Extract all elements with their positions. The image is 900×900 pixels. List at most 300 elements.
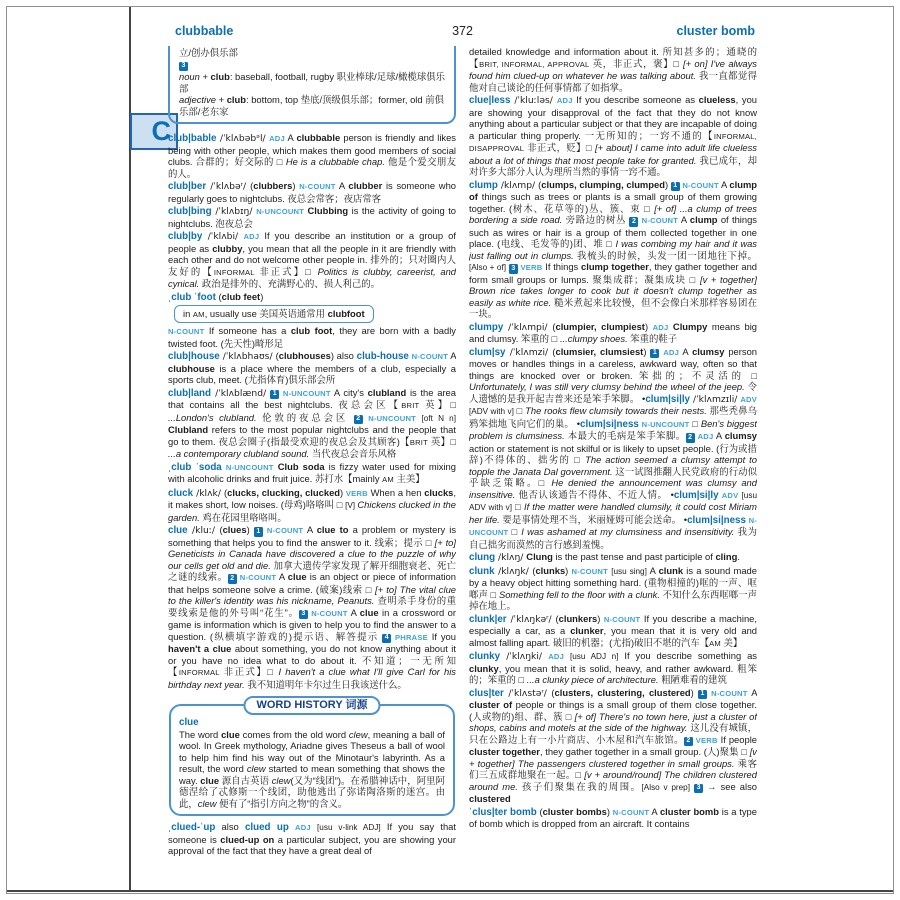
text-run: ( [215,290,222,302]
bold-text: clubber [348,180,383,191]
entry-clued-up-continuation [469,46,757,93]
grammar-note: [usu v-link ADJ] [317,823,381,832]
grammar-label: ADJ [556,96,573,105]
example-text: [v + together] Brown rice takes longer to cook but it doesn't clump together as easily as white rice. [469,273,757,308]
register-label: AM [382,475,394,484]
register-label: BRIT [409,437,428,447]
example-text: adjective [179,94,217,105]
text-run: ) [690,686,698,698]
grammar-label: N-COUNT [571,566,608,576]
grammar-note: [ADV with v] [469,407,514,416]
bold-text: clue [287,571,307,582]
text-run: 这儿没有城镇，只在公路边上有一小片商店、小木屋和汽车旅馆。 [469,722,757,745]
text-run: means big and clumsy. 笨重的 □ [469,320,757,344]
pronunciation: /ˈklʌŋkəʳ/ [506,613,556,625]
bold-text: Clubland [168,424,209,435]
text-run: 英】□ [419,399,456,410]
text-run: also [215,821,245,832]
bold-text: clue [359,606,379,618]
example-text: He denied the announcement was clumsy and insensitive. [469,477,757,500]
text-run: 我已成年，却对许多大部分人认为理所当然的事情一窍不通。 [469,154,757,177]
grammar-note: [usu sing] [611,566,647,576]
bold-text: clubland [367,386,407,398]
pronunciation: /ˈklʌmzi/ [505,346,553,358]
grammar-label: N-COUNT [311,608,348,618]
text-run: started to mean something that shows the way. [179,763,445,786]
pronunciation: /ˈklʌbəʳ/ [206,181,251,192]
sense-number: 3 [694,784,703,794]
headword: club|bable [168,133,217,144]
headword: clus|ter [469,687,504,699]
text-run: 旁路边的树丛 [562,214,630,225]
grammar-label: N-UNCOUNT [225,462,274,472]
sense-number: 2 [354,415,363,425]
text-run: If things [542,261,582,272]
pronunciation: /klʌŋ/ [495,552,527,563]
entry-club-foot [168,291,456,304]
text-run: 美】 [720,636,743,648]
example-text: ...London's clubland. [168,411,257,423]
entry-club-soda [168,461,456,486]
text-run: A [679,345,693,357]
text-run: If people [717,733,757,745]
example-text: ...a clunky piece of architecture. [526,674,659,685]
headword: clunk|er [469,613,507,625]
text-run: 令人遗憾的是我开起吉普来还是笨手笨脚。 • [469,381,757,404]
text-run: A [646,564,659,576]
text-run: ) [644,320,653,332]
headword: clump [469,179,498,191]
example-text: clew [271,774,291,786]
sense-number: 1 [650,349,659,359]
text-run: ) [340,486,346,498]
text-run: 这一试图推翻人民党政府的行动似乎缺乏策略。□ [469,465,757,488]
word-history-box [169,699,455,816]
text-run: 立/创办俱乐部 [179,47,238,58]
pronunciation: /ˈklʌbhaʊs/ [219,351,276,362]
entry-clued-up [168,821,456,857]
bold-text: club [210,71,230,82]
text-run: in [183,308,193,319]
pronunciation: /ˈklʌŋki/ [500,651,549,662]
text-run: 糙米煮起来比较慢，但不会像白米那样容易团在一块。 [469,296,757,319]
text-run: detailed knowledge and information about it. 所知甚多的；通晓的【 [469,46,757,69]
example-text: [+ of] ...a clump of trees bordering a side road. [469,202,757,225]
text-run: A [276,571,288,582]
text-run: 英，非正式，褒】□ [589,57,683,69]
text-run: A [448,350,456,361]
example-text: I was combing my hair and it was just falling out in clumps. [469,238,757,261]
grammar-label: N-COUNT [299,182,336,191]
text-run: A city's [330,386,368,398]
grammar-label: ADJ [663,347,680,357]
example-text: [+ about] I came into adult life clueless about a lot of things that most people take for granted. [469,142,757,166]
grammar-label: N-COUNT [641,216,679,225]
text-run: 我一直都觉得他对自己谈论的任何事情都了如指掌。 [469,70,757,93]
example-text: clew [348,728,368,740]
example-text: If the matter were handled clumsily, it could cost Miriam her life. [469,501,757,525]
text-run: If you [427,630,456,642]
text-run: 主美】 [393,473,425,484]
text-run: A [284,132,297,143]
text-run: ( [551,686,555,698]
text-run: 本最大的毛病是笨手笨脚。 [564,430,686,441]
sense-number: 2 [686,433,695,443]
bold-text: clueless [698,94,736,105]
register-label: INFORMAL, DISAPPROVAL [469,131,757,153]
text-run: The word [179,728,222,740]
headword: clue [168,525,188,536]
entry-clunky [469,650,757,686]
grammar-note: [V] [345,501,358,510]
text-run: , they are born with a badly twisted foot. (先天性)畸形足 [168,325,456,349]
partnership-line [179,71,445,94]
example-text: [v + around/round] The children clustered around me. [469,769,757,792]
bold-text: clued-up on [220,833,275,845]
example-text: The rooks flew clumsily towards their nests. [525,405,707,416]
page-number: 372 [452,24,473,38]
text-run: people or things is a small group of them close together. (人或物的)组、群、簇 □ [469,699,757,722]
pronunciation: /ˈklʌmzɪli/ [690,393,741,405]
text-run: about something, you do not know anything about it or you have no idea what to do about it. 不知道；一无所知【 [168,643,456,677]
text-run: , you mean that it is solid, heavy, and rather awkward. 粗笨的；笨重的 □ [469,662,757,685]
text-run: , you are showing your disapproval of the fact that they do not know anything about a particular subject or that they are incapable of doing a particular thing properly. 一无所知的；一窍不通的【 [469,94,757,141]
text-run: action or statement is not skilful or is likely to upset people. (行为或措辞)不得体的、拙劣的 □ [469,442,757,465]
partnership-line [179,59,445,72]
text-run: is the past tense and past participle of [552,551,716,562]
text-run: , you mean that it is very old and almost falling apart. 破旧的机器；(尤指)破旧不堪的汽车【 [469,625,757,648]
guide-word-left: clubbable [175,24,234,38]
text-run: A [747,686,757,698]
text-run: , meaning a ball of wool. In Greek mythology, Ariadne gives Theseus a ball of wool to help him find his way out of the Minotaur's labyrinth. As a result, the word [179,728,446,774]
example-text: I was ashamed at my clumsiness and insensitivity. [521,526,735,537]
bold-text: clumpier, clumpiest [555,320,645,332]
text-run: ) [292,180,300,191]
example-text: Something fell to the floor with a clunk. [498,588,660,600]
text-run: ( [532,564,536,576]
sense-number: 1 [698,690,707,700]
grammar-note: [usu ADJ n] [569,652,619,661]
bold-text: clunkers [558,612,598,624]
bold-text: Club soda [277,460,325,472]
grammar-note: [oft N n] [421,413,456,423]
text-run: is the activity of going to nightclubs. 泡夜总会 [168,205,456,229]
example-text: [+ to] The vital clue to the killer's identity was his nickname, Peanuts. [168,583,456,606]
headword: ˌclub ˈfoot [168,291,216,303]
text-run: ) [597,612,604,624]
register-label: INFORMAL [213,267,255,277]
sense-number: 1 [671,182,680,192]
text-run: refers to the most popular nightclubs and the people that go to them. 夜总会圈子(指最受欢迎的夜总会及其顾客)【 [168,424,456,447]
grammar-label: VERB [345,488,368,498]
example-text: The action seemed a clumsy attempt to topple the Janata Dal government. [469,454,757,477]
text-run: + [216,94,227,105]
grammar-label: VERB [695,735,718,745]
sense-number: 1 [254,527,263,537]
example-text: He is a clubbable chap. [285,156,385,167]
text-run: If you describe something as [618,650,757,661]
text-run: person is friendly and likes being with other people, which makes them good members of social clubs. 合群的；好交际的 □ [168,132,456,167]
bold-text: clump together [581,261,649,272]
grammar-label: N-UNCOUNT [282,388,331,398]
text-run: 查明杀手身份的重要线索是他的外号叫“花生”。 [168,595,456,618]
bold-text: cluster bomb [659,805,719,817]
entry-clubbing [168,205,456,229]
bold-text: clunk [658,564,684,576]
grammar-label: N-COUNT [612,807,650,817]
entry-clunker [469,613,757,650]
grammar-label: N-COUNT [603,614,641,624]
grammar-label: N-COUNT [711,688,748,698]
headword: club|house [168,351,220,362]
register-label: AM [709,638,721,648]
text-run: comes from the old word [239,728,349,740]
entry-clubhouse [168,350,456,386]
bold-text: Clumpy [672,320,708,332]
text-run: 不知什么东西哐啷一声掉在地上。 [469,588,757,611]
pronunciation: /ˈklʌstəʳ/ [503,687,552,699]
grammar-label: PHRASE [395,632,428,642]
bold-text: Clubbing [307,205,349,216]
pronunciation: /ˈkluːləs/ [510,95,557,106]
sense-number: 4 [382,634,391,644]
example-text: ...a contemporary clubland sound. [168,448,310,459]
text-run: 我梳头的时候，头发一团一团地往下掉。 [573,249,757,261]
text-run: , they gather together and form small groups or lumps. 聚集成群；凝集成块 □ [469,261,757,285]
grammar-label: ADV [721,490,739,500]
partnership-line [179,94,445,117]
bold-text: cluster bombs [542,805,607,817]
text-run: in a crossword or game is information which is given to help you to find the answer to a question. (纵横填字游戏的)提示语、解答提示 [168,606,456,642]
text-run: ) [664,178,671,190]
text-run: 乘客们三五成群地聚在一起。□ [469,757,757,780]
headword: clunk [469,565,495,577]
text-run: A [713,430,725,441]
text-run: If you say that someone is [168,821,456,845]
grammar-label: ADJ [269,134,285,143]
text-run: things such as trees or plants is a small group of them growing together. (树木、花草等的)丛、簇、束 □ [469,191,757,214]
headword: clum|sy [469,346,506,358]
bold-text: clue [221,728,240,740]
entry-clunk [469,565,757,612]
derived-headword: club-house [356,351,409,362]
text-run: is a place where the members of a club, especially a sports club, meet. (尤指体育)俱乐部会所 [168,362,456,385]
bold-text: clubby [212,242,243,254]
bold-text: clue [200,774,220,786]
grammar-label: ADV [740,394,757,404]
left-column [168,46,456,876]
example-text: I haven't a clue what I'll give Carl for his birthday next year. [168,666,456,690]
grammar-label: ADJ [548,652,565,661]
register-label: INFORMAL [178,668,220,677]
bold-text: clubhouse [168,362,215,374]
example-text: Ben's biggest problem is clumsiness. [469,417,757,441]
pronunciation: /ˈklʌbɪŋ/ [211,206,257,217]
entry-clue [168,524,456,690]
bold-text: clump of [469,178,757,202]
example-text: [v + together] The passengers clustered together in small groups. [469,746,757,769]
text-run: 那些秃鼻乌鸦笨拙地飞向它们的巢。 • [469,405,757,429]
headword: ˌclub ˈsoda [168,461,222,473]
text-run: + [199,71,211,82]
grammar-note: [Also v prep] [641,782,690,792]
example-text: [+ of] There's no town here, just a cluster of shops, cabins and motels at the side of the highway. [469,710,757,733]
bold-text: cluster together [469,746,540,757]
text-run: ) [643,345,651,357]
entry-cluster-bomb [469,806,757,830]
sense-number: 2 [629,217,638,227]
text-run: A [649,805,660,817]
entry-clump [469,179,757,320]
headword: ˌclued-ˈup [168,822,216,833]
text-run: ( [224,486,228,498]
text-run: 伦敦的夜总会区 [256,411,354,423]
text-run: If someone has a [204,325,291,336]
entry-clueless [469,94,757,178]
headword: clung [469,552,496,563]
bold-text: cling [715,551,738,562]
text-run: A [718,178,730,190]
text-run: 笨重的鞋子 [627,333,678,344]
pronunciation: /ˈklʌmpi/ [503,321,553,333]
bold-text: clunky [469,662,499,674]
grammar-label: ADJ [652,322,669,332]
text-run: , it makes short, low noises. (母鸡)咯咯叫 □ [168,486,456,510]
text-run: : bottom, top 垫底/顶级俱乐部；former, old 前俱乐部/老东家 [179,94,444,117]
sense-number: 2 [684,737,693,747]
grammar-label: N-COUNT [682,180,719,190]
headword: clunky [469,651,501,662]
sense-number: 1 [270,390,279,400]
derived-headword: clum|si|ly [673,489,719,501]
text-run: ( [538,178,542,190]
text-run: ( [552,345,556,357]
entry-clubby [168,230,456,290]
word-history-title: WORD HISTORY 词源 [243,696,380,715]
bold-text: clump [689,214,718,225]
text-run: person moves or handles things in a careless, awkward way, often so that things are knocked over or broken. 笨拙的；不灵活的 □ [469,345,757,381]
text-run: 非正式】□ [219,666,279,677]
text-run: 源自古英语 [219,774,272,786]
grammar-note: [Also + of] [469,263,507,272]
text-run: . [737,551,740,562]
example-text: noun [179,71,200,82]
example-text: [+ on] I've always found him clued-up on whatever he was talking about. [469,57,757,81]
bold-text: clunks [535,564,566,576]
dictionary-columns [168,46,757,876]
headword: club|by [168,231,203,242]
text-run: ) also [330,350,357,361]
guide-word-right: cluster bomb [676,24,755,38]
text-run: When a hen [367,486,425,498]
derived-headword: clued up [244,822,289,833]
text-run: □ [689,417,701,429]
bold-text: clumsier, clumsiest [555,345,644,357]
headword: cluck [168,487,194,499]
bold-text: clubbable [296,132,341,143]
variant-box [174,305,374,323]
text-run: A [347,606,360,618]
bold-text: club [226,94,246,105]
text-run: is a type of bomb which is dropped from an aircraft. It contains [469,805,757,829]
running-head [168,24,757,40]
sense-number: 3 [299,610,308,620]
bold-text: clunker [570,625,604,636]
example-text: ...clumpy shoes. [559,333,628,344]
bold-text: cluster of [469,699,513,710]
grammar-label: ADJ [295,823,311,832]
text-run: is an object or piece of information that helps someone solve a crime. (破案)线索 □ [168,571,456,595]
register-label: BRIT, INFORMAL, APPROVAL [479,59,590,69]
bold-text: clues [222,524,247,535]
sense-number: 2 [228,574,237,584]
pronunciation: /klʌmp/ [497,179,539,191]
text-run: ) [260,290,264,302]
entry-cluck [168,487,456,524]
text-run: ) [606,805,613,817]
text-run: is a sound made by a heavy object hitting something hard. (重物相撞的)哐的一声、哐啷声 □ [469,564,757,600]
example-text: Politics is clubby, careerist, and cynical. [168,265,456,289]
text-run: ) [246,524,254,535]
entry-clumpy [469,321,757,345]
text-run: □ [513,405,526,416]
text-run: 便有了“指引方向之物”的含义。 [216,797,348,809]
text-run: 我不知道明年卡尔过生日我该送什么。 [244,678,407,690]
grammar-label: VERB [520,263,543,272]
bold-text: Clung [526,551,553,562]
sense-number: 3 [509,264,518,274]
derived-headword: clum|si|ness [580,418,639,430]
text-run: 政治是排外的、充满野心的、损人利己的。 [199,278,380,289]
text-run: 粗陋难看的建筑 [658,674,727,685]
text-run: 他是个爱交朋友的人。 [168,156,456,179]
text-run: □ [512,501,525,512]
entry-clumsy [469,346,757,551]
bold-text: clucks [424,486,454,498]
text-run: ( [555,612,559,624]
bold-text: clubhouses [278,350,331,361]
bold-text: clumps, clumping, clumped [541,178,665,190]
grammar-label: N-UNCOUNT [641,419,690,429]
text-run: If you describe someone as [572,94,699,105]
example-text: clew [197,797,217,809]
headword: club|bing [168,206,212,217]
grammar-label: N-UNCOUNT [469,515,757,537]
bold-text: clubfoot [327,308,365,319]
text-run: A [303,524,317,535]
grammar-note: [usu ADV with v] [469,490,757,512]
pronunciation: /kluː/ [187,525,220,536]
sense-number: 3 [179,62,188,72]
section-letter: C [151,116,171,146]
pronunciation: /klʌk/ [193,487,225,499]
text-run: 要是事情处理不当，米丽娅姆可能会送命。 • [499,513,688,525]
derived-headword: clum|si|ness [687,514,746,526]
example-text: Chickens clucked in the garden. [168,499,456,523]
text-run: 孩子们聚集在我的周围。 [517,780,642,792]
text-run: 我为自己拙劣而漠然的言行感到羞愧。 [469,526,757,550]
example-text: [+ to] Geneticists in Canada have discovered a clue to the puzzle of why our cells get old and die. [168,536,456,571]
bold-text: clue to [316,524,349,535]
headword: club|ber [168,181,207,192]
text-run: 他否认该通告不得体、不近人情。 • [515,488,674,500]
text-run: , usually use 美国英语通常用 [204,308,328,319]
text-run: A [678,214,690,225]
partnership-line [179,47,445,59]
text-run: is someone who regularly goes to nightclubs. 夜总会常客；夜店常客 [168,180,456,204]
text-run: ( [552,320,556,332]
word-partnership-box-continuation [168,46,456,124]
